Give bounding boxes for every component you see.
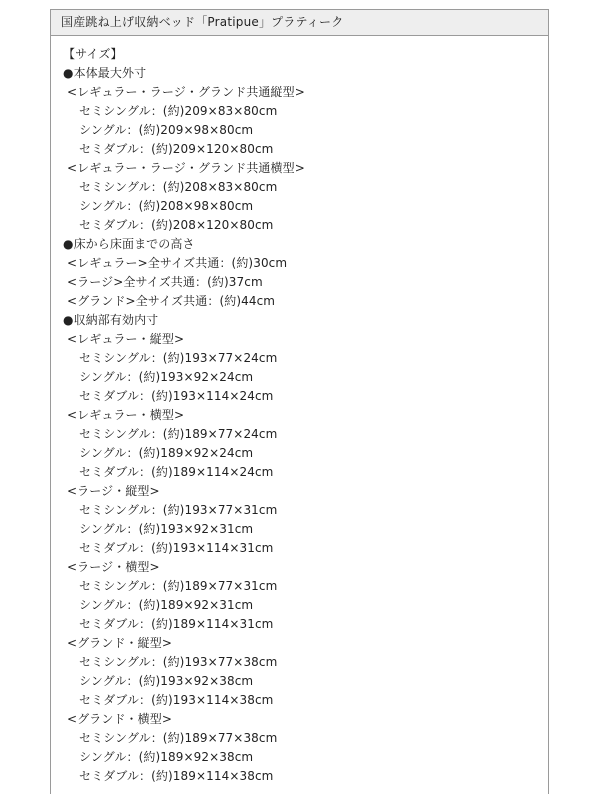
size-value-line: セミシングル：(約)193×77×31cm [79,503,278,517]
size-value-line: セミダブル：(約)193×114×24cm [79,389,274,403]
size-value-line: セミダブル：(約)209×120×80cm [79,142,274,156]
size-value-line: セミシングル：(約)189×77×24cm [79,427,278,441]
size-value-line: シングル：(約)189×92×38cm [79,750,254,764]
panel-title: 国産跳ね上げ収納ベッド「Pratipue」プラティーク [51,10,548,36]
size-value-line: セミシングル：(約)189×77×31cm [79,579,278,593]
size-value-line: セミダブル：(約)189×114×24cm [79,465,274,479]
group-heading: <ラージ・縦型> [67,484,160,498]
group-heading: <レギュラー・横型> [67,408,185,422]
size-value-line: セミダブル：(約)193×114×38cm [79,693,274,707]
group-heading: <レギュラー・縦型> [67,332,185,346]
size-value-line: セミシングル：(約)193×77×38cm [79,655,278,669]
size-value-line: セミシングル：(約)193×77×24cm [79,351,278,365]
size-value-line: シングル：(約)193×92×24cm [79,370,254,384]
section-heading: ●床から床面までの高さ [63,237,195,251]
size-value-line: シングル：(約)193×92×38cm [79,674,254,688]
size-value-line: シングル：(約)208×98×80cm [79,199,254,213]
group-heading: <レギュラー・ラージ・グランド共通横型> [67,161,305,175]
size-value-line: シングル：(約)189×92×31cm [79,598,254,612]
section-heading: ●収納部有効内寸 [63,313,159,327]
size-value-line: セミダブル：(約)189×114×31cm [79,617,274,631]
spec-panel [50,9,549,794]
group-heading: <ラージ>全サイズ共通：(約)37cm [67,275,263,289]
group-heading: <グランド・横型> [67,712,173,726]
size-value-line: セミシングル：(約)208×83×80cm [79,180,278,194]
size-value-line: セミダブル：(約)193×114×31cm [79,541,274,555]
size-value-line: セミシングル：(約)209×83×80cm [79,104,278,118]
group-heading: <グランド>全サイズ共通：(約)44cm [67,294,276,308]
size-value-line: シングル：(約)209×98×80cm [79,123,254,137]
size-value-line: シングル：(約)193×92×31cm [79,522,254,536]
size-value-line: セミシングル：(約)189×77×38cm [79,731,278,745]
group-heading: <レギュラー・ラージ・グランド共通縦型> [67,85,305,99]
spec-list [63,45,548,786]
size-value-line: シングル：(約)189×92×24cm [79,446,254,460]
size-value-line: セミダブル：(約)189×114×38cm [79,769,274,783]
size-value-line: セミダブル：(約)208×120×80cm [79,218,274,232]
section-heading: 【サイズ】 [63,47,123,61]
group-heading: <グランド・縦型> [67,636,173,650]
group-heading: <ラージ・横型> [67,560,160,574]
section-heading: ●本体最大外寸 [63,66,147,80]
group-heading: <レギュラー>全サイズ共通：(約)30cm [67,256,288,270]
